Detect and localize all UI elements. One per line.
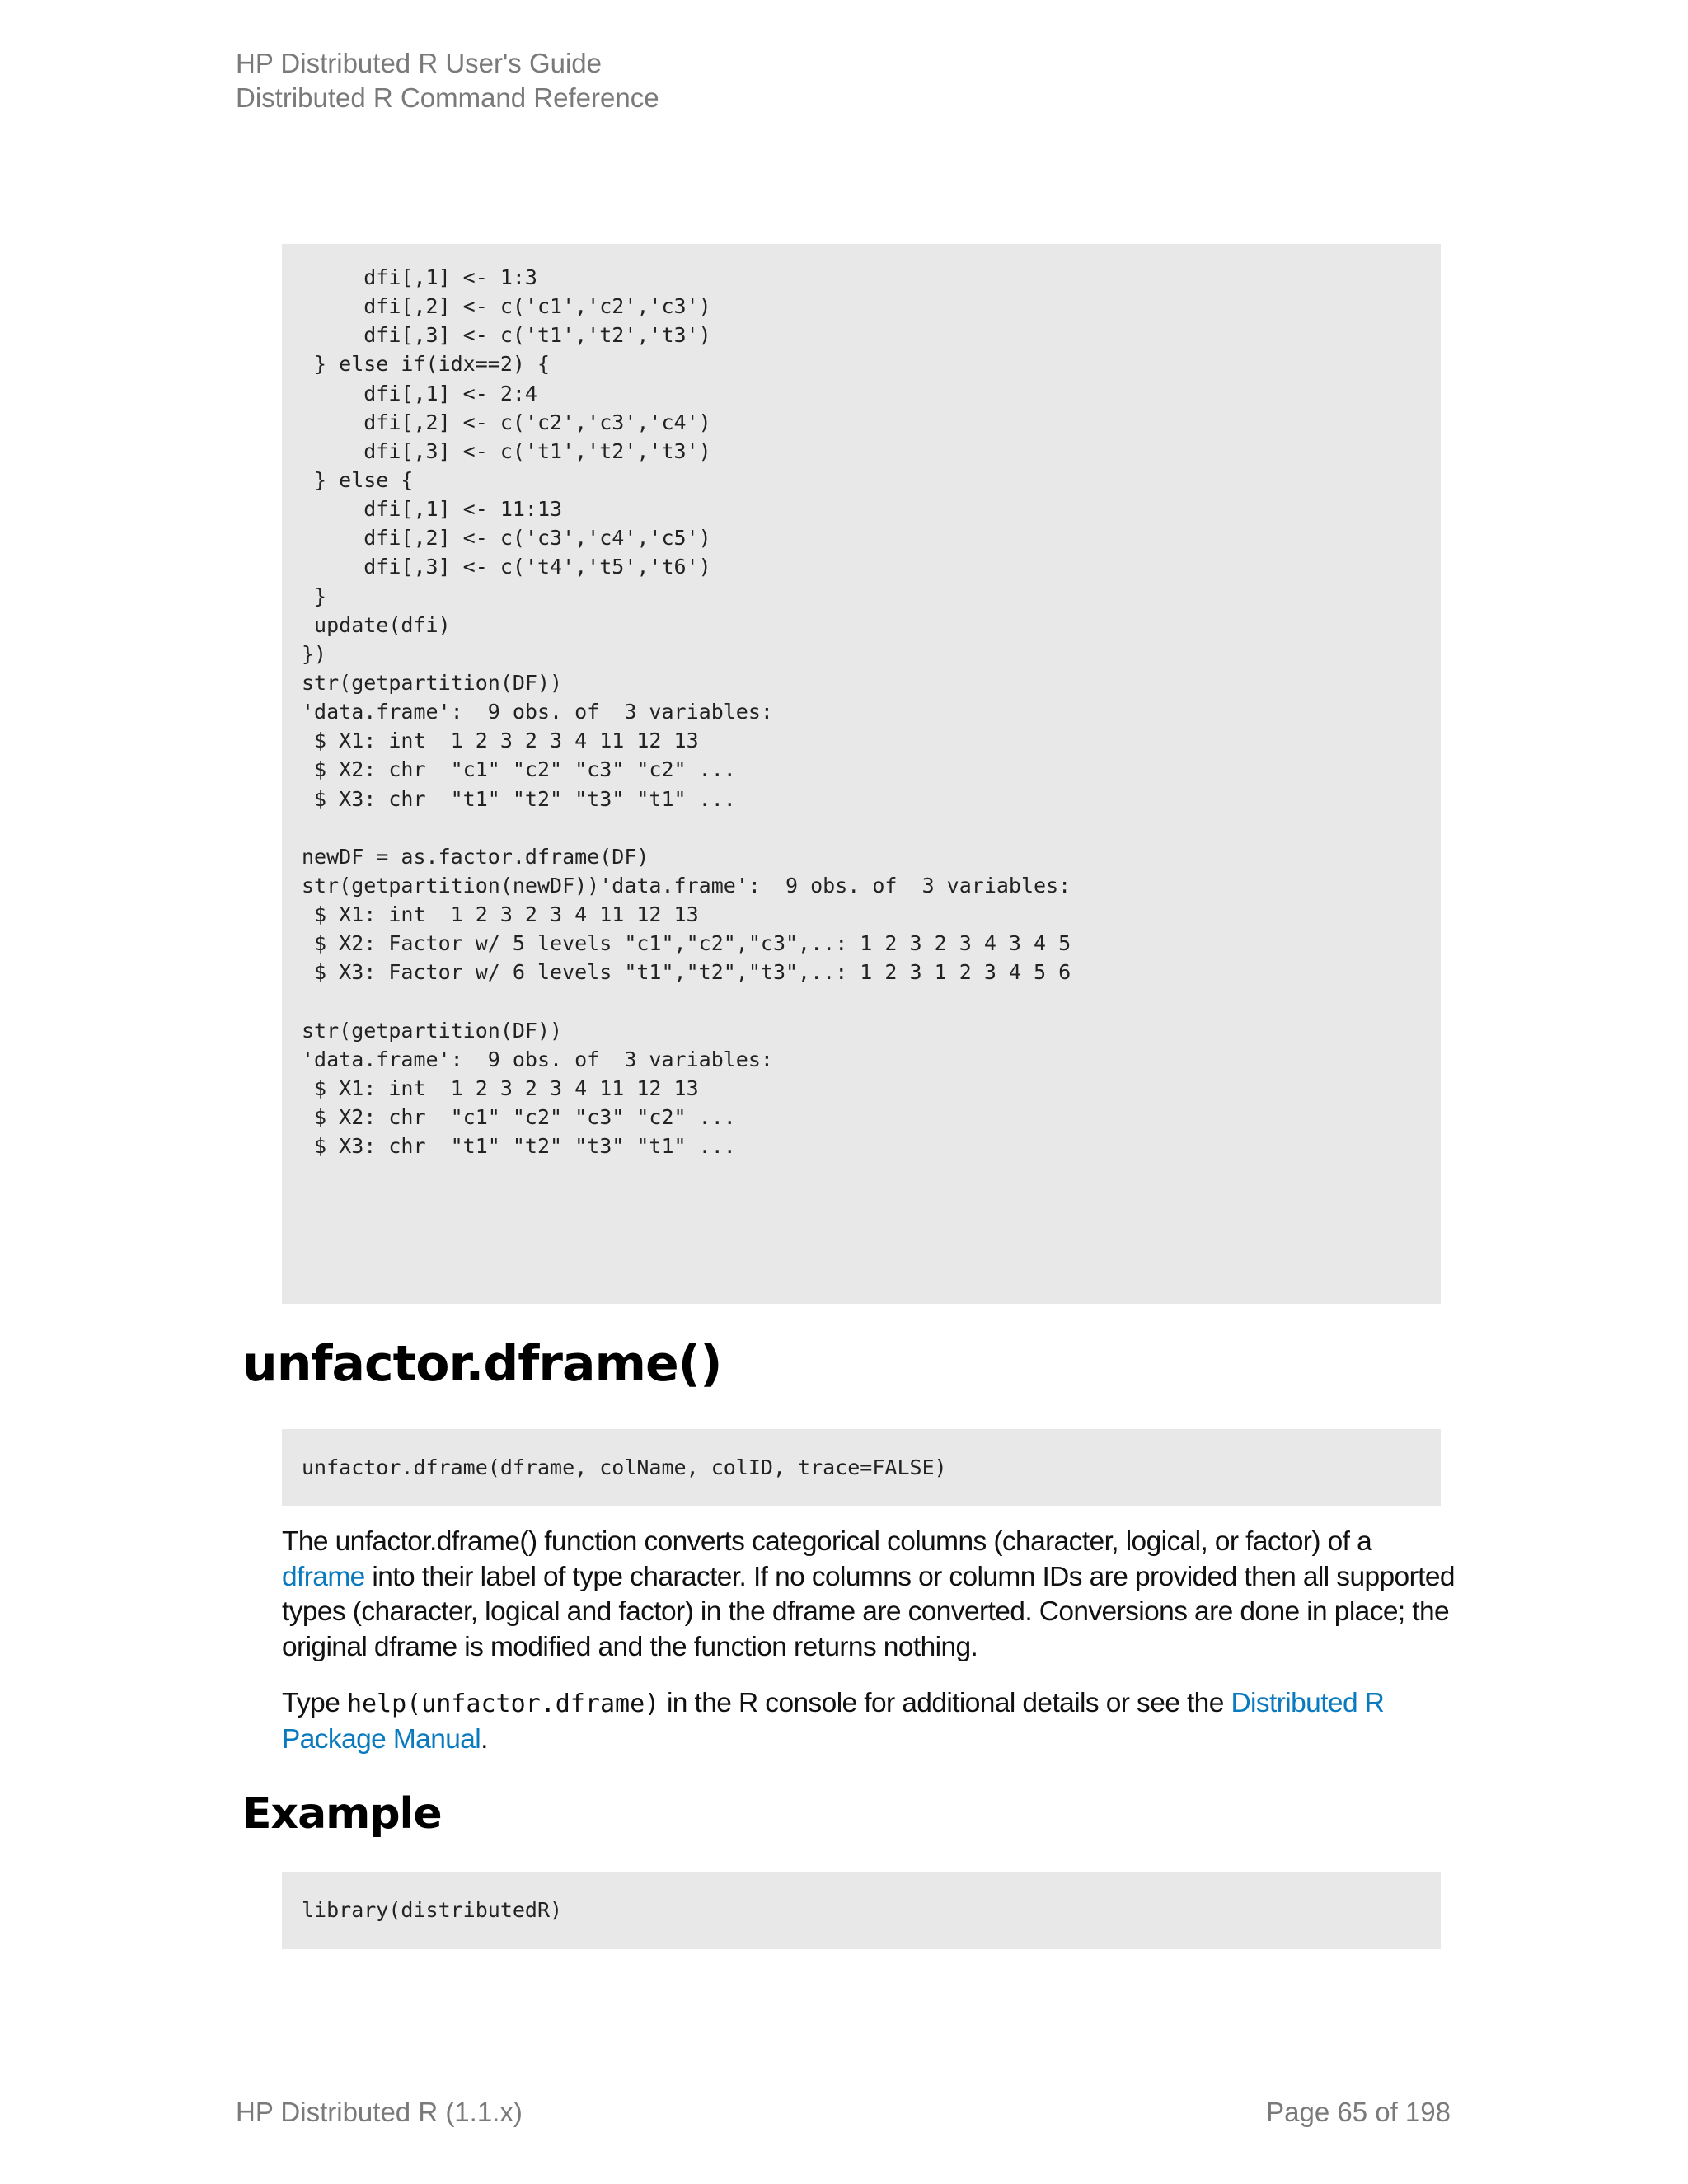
description-paragraph [282, 1525, 1456, 1665]
code-line: $ X2: Factor w/ 5 levels "c1","c2","c3",..: 1 2 3 2 3 4 3 4 5 [302, 931, 1071, 956]
code-line: str(getpartition(newDF))'data.frame': 9 obs. of 3 variables: [302, 873, 1071, 898]
code-line: $ X1: int 1 2 3 2 3 4 11 12 13 [302, 902, 699, 927]
code-line: $ X1: int 1 2 3 2 3 4 11 12 13 [302, 729, 699, 753]
code-line: str(getpartition(DF)) [302, 670, 563, 695]
code-line: $ X2: chr "c1" "c2" "c3" "c2" ... [302, 1105, 736, 1130]
description-text-a: The unfactor.dframe() function converts categorical columns (character, logical, or factor) of a [282, 1526, 1372, 1557]
example-code-line: library(distributedR) [302, 1898, 563, 1923]
code-line: dfi[,3] <- c('t1','t2','t3') [302, 323, 711, 348]
help-text-b: in the R console for additional details or see the [659, 1688, 1231, 1718]
code-line: $ X3: Factor w/ 6 levels "t1","t2","t3",..: 1 2 3 1 2 3 4 5 6 [302, 960, 1071, 985]
code-line: $ X2: chr "c1" "c2" "c3" "c2" ... [302, 757, 736, 782]
example-code-block [282, 1872, 1441, 1949]
code-line: dfi[,1] <- 11:13 [302, 497, 563, 522]
code-line: } else if(idx==2) { [302, 352, 551, 377]
code-line: } else { [302, 467, 414, 492]
code-line: $ X1: int 1 2 3 2 3 4 11 12 13 [302, 1076, 699, 1100]
description-text-b: into their label of type character. If no columns or column IDs are provided then all supported types (character, logical and factor) in the dframe are converted. Conversions are done in place; the original dframe is modified and the function returns nothing. [282, 1561, 1455, 1662]
code-line: str(getpartition(DF)) [302, 1018, 563, 1043]
code-line: dfi[,2] <- c('c3','c4','c5') [302, 526, 711, 551]
code-line: dfi[,2] <- c('c2','c3','c4') [302, 410, 711, 434]
package-manual-link[interactable]: Distributed R Package Manual [282, 1688, 1385, 1755]
code-line: }) [302, 641, 327, 666]
help-paragraph [282, 1686, 1456, 1757]
code-line: dfi[,1] <- 1:3 [302, 265, 537, 289]
running-header-section: Distributed R Command Reference [236, 82, 659, 113]
footer-page-number: Page 65 of 198 [1266, 2097, 1451, 2127]
code-line: } [302, 583, 327, 608]
code-line: newDF = as.factor.dframe(DF) [302, 844, 649, 869]
help-inline-code: help(unfactor.dframe) [346, 1690, 660, 1718]
code-line [302, 987, 1441, 1016]
code-line: dfi[,3] <- c('t4','t5','t6') [302, 555, 711, 579]
code-line: 'data.frame': 9 obs. of 3 variables: [302, 700, 773, 724]
code-block-example-continued [282, 244, 1441, 1304]
code-line: 'data.frame': 9 obs. of 3 variables: [302, 1047, 773, 1071]
code-line: dfi[,2] <- c('c1','c2','c3') [302, 294, 711, 319]
running-header-title: HP Distributed R User's Guide [236, 48, 603, 78]
code-line: $ X3: chr "t1" "t2" "t3" "t1" ... [302, 786, 736, 811]
footer-product-version: HP Distributed R (1.1.x) [236, 2097, 523, 2127]
code-line: dfi[,3] <- c('t1','t2','t3') [302, 438, 711, 463]
function-signature-code [282, 1429, 1441, 1506]
help-text-c: . [481, 1723, 488, 1755]
code-line [302, 813, 1441, 842]
code-line: update(dfi) [302, 612, 451, 637]
section-heading-unfactor-dframe: unfactor.dframe() [242, 1335, 722, 1393]
code-line: $ X3: chr "t1" "t2" "t3" "t1" ... [302, 1134, 736, 1159]
signature-line: unfactor.dframe(dframe, colName, colID, trace=FALSE) [302, 1455, 947, 1479]
code-line: dfi[,1] <- 2:4 [302, 381, 537, 405]
dframe-link[interactable]: dframe [282, 1561, 365, 1592]
section-heading-example: Example [242, 1789, 442, 1839]
help-text-a: Type [282, 1688, 347, 1718]
